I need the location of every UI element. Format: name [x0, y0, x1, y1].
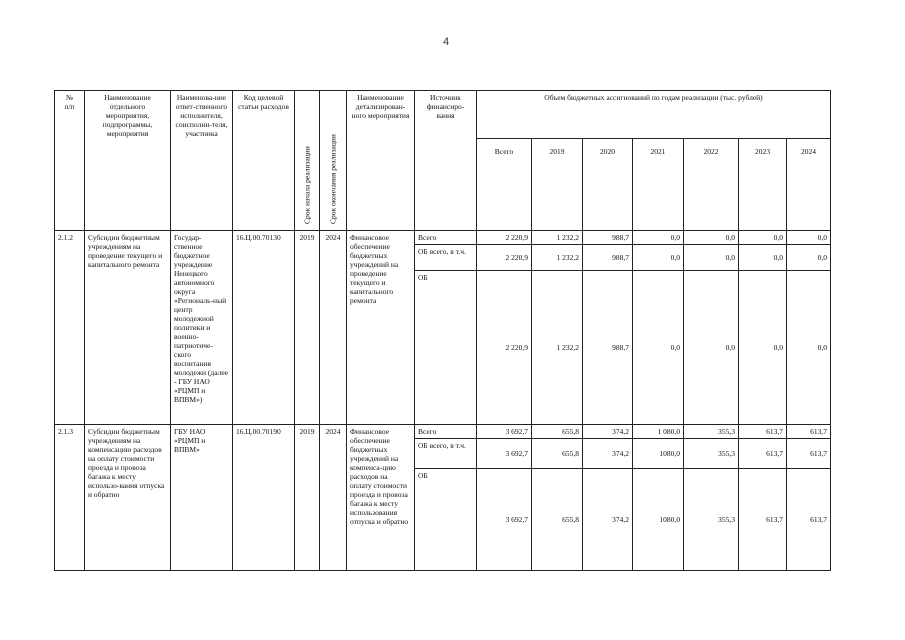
header-num: № п/п	[55, 91, 85, 231]
row-start: 2019	[295, 425, 320, 571]
row-value: 0,0	[684, 231, 739, 245]
header-source: Источник финансиро-вания	[415, 91, 477, 231]
row-num: 2.1.2	[55, 231, 85, 425]
row-value: 655,8	[532, 439, 583, 469]
row-end: 2024	[320, 425, 347, 571]
row-name: Субсидии бюджетным учреждениям на компенсацию расходов на оплату стоимости проезда и провоза багажа к месту использо-вания отпуска и обратно	[85, 425, 171, 571]
row-value: 613,7	[787, 469, 831, 571]
row-value: 613,7	[739, 439, 787, 469]
header-year-2020: 2020	[583, 139, 633, 231]
header-detail: Наименование детализирован-ного мероприятия	[347, 91, 415, 231]
row-executor: Государ-ственное бюджетное учреждение Ненецкого автономного округа «Региональ-ный центр молодежной политики и военно-патриотиче-ского воспитания молодежи (далее - ГБУ НАО «РЦМП и ВПВМ»)	[171, 231, 233, 425]
row-value: 355,3	[684, 425, 739, 439]
header-year-2023: 2023	[739, 139, 787, 231]
row-value: 0,0	[787, 245, 831, 271]
row-value: 3 692,7	[477, 439, 532, 469]
row-value: 1 080,0	[633, 425, 684, 439]
row-value: 355,3	[684, 439, 739, 469]
header-start: Срок начала реализации	[302, 146, 312, 224]
row-code: 16.Ц.00.70190	[233, 425, 295, 571]
row-value: 988,7	[583, 231, 633, 245]
row-start: 2019	[295, 231, 320, 425]
row-value: 374,2	[583, 439, 633, 469]
row-value: 1 232,2	[532, 271, 583, 425]
header-end-cell	[320, 91, 347, 231]
header-total: Всего	[477, 139, 532, 231]
row-value: 2 220,9	[477, 231, 532, 245]
row-source: ОБ всего, в т.ч.	[415, 245, 477, 271]
row-value: 2 220,9	[477, 271, 532, 425]
row-value: 988,7	[583, 245, 633, 271]
header-end: Срок окончания реализации	[328, 134, 338, 224]
header-name: Наименование отдельного мероприятия, подпрограммы, мероприятия	[85, 91, 171, 231]
header-row-1	[55, 91, 831, 139]
row-value: 0,0	[787, 231, 831, 245]
row-source: ОБ	[415, 271, 477, 425]
header-volume: Объем бюджетных ассигнований по годам реализации (тыс. рублей)	[477, 91, 831, 139]
row-value: 374,2	[583, 469, 633, 571]
header-start-cell	[295, 91, 320, 231]
row-value: 0,0	[633, 245, 684, 271]
row-source: Всего	[415, 231, 477, 245]
page-number: 4	[442, 36, 450, 48]
row-value: 355,3	[684, 469, 739, 571]
header-year-2022: 2022	[684, 139, 739, 231]
header-year-2019: 2019	[532, 139, 583, 231]
row-source: ОБ всего, в т.ч.	[415, 439, 477, 469]
row-detail: Финансовое обеспечение бюджетных учреждений на компенса-цию расходов на оплату стоимости проезда и провоза багажа к месту использования отпуска и обратно	[347, 425, 415, 571]
row-value: 3 692,7	[477, 469, 532, 571]
row-value: 0,0	[633, 271, 684, 425]
row-executor: ГБУ НАО «РЦМП и ВПВМ»	[171, 425, 233, 571]
header-year-2024: 2024	[787, 139, 831, 231]
row-value: 0,0	[739, 231, 787, 245]
row-value: 374,2	[583, 425, 633, 439]
row-num: 2.1.3	[55, 425, 85, 571]
table-row	[55, 425, 831, 439]
row-value: 1 232,2	[532, 231, 583, 245]
header-executor: Наименова-ние ответ-ственного исполнителя, соисполни-теля, участника	[171, 91, 233, 231]
row-source: ОБ	[415, 469, 477, 571]
row-value: 2 220,9	[477, 245, 532, 271]
row-value: 0,0	[739, 271, 787, 425]
row-value: 0,0	[684, 245, 739, 271]
row-value: 613,7	[787, 425, 831, 439]
row-value: 0,0	[684, 271, 739, 425]
row-value: 3 692,7	[477, 425, 532, 439]
row-source: Всего	[415, 425, 477, 439]
row-end: 2024	[320, 231, 347, 425]
row-name: Субсидии бюджетным учреждениям на проведение текущего и капитального ремонта	[85, 231, 171, 425]
row-value: 655,8	[532, 469, 583, 571]
row-value: 613,7	[739, 425, 787, 439]
row-value: 0,0	[787, 271, 831, 425]
table-row	[55, 231, 831, 245]
row-value: 655,8	[532, 425, 583, 439]
row-value: 0,0	[633, 231, 684, 245]
row-value: 1080,0	[633, 469, 684, 571]
row-code: 16.Ц.00.70130	[233, 231, 295, 425]
row-value: 613,7	[787, 439, 831, 469]
header-code: Код целевой статьи расходов	[233, 91, 295, 231]
row-value: 1 232,2	[532, 245, 583, 271]
row-value: 1080,0	[633, 439, 684, 469]
row-detail: Финансовое обеспечение бюджетных учреждений на проведение текущего и капитального ремонта	[347, 231, 415, 425]
budget-table	[54, 90, 831, 571]
header-year-2021: 2021	[633, 139, 684, 231]
row-value: 988,7	[583, 271, 633, 425]
row-value: 613,7	[739, 469, 787, 571]
row-value: 0,0	[739, 245, 787, 271]
